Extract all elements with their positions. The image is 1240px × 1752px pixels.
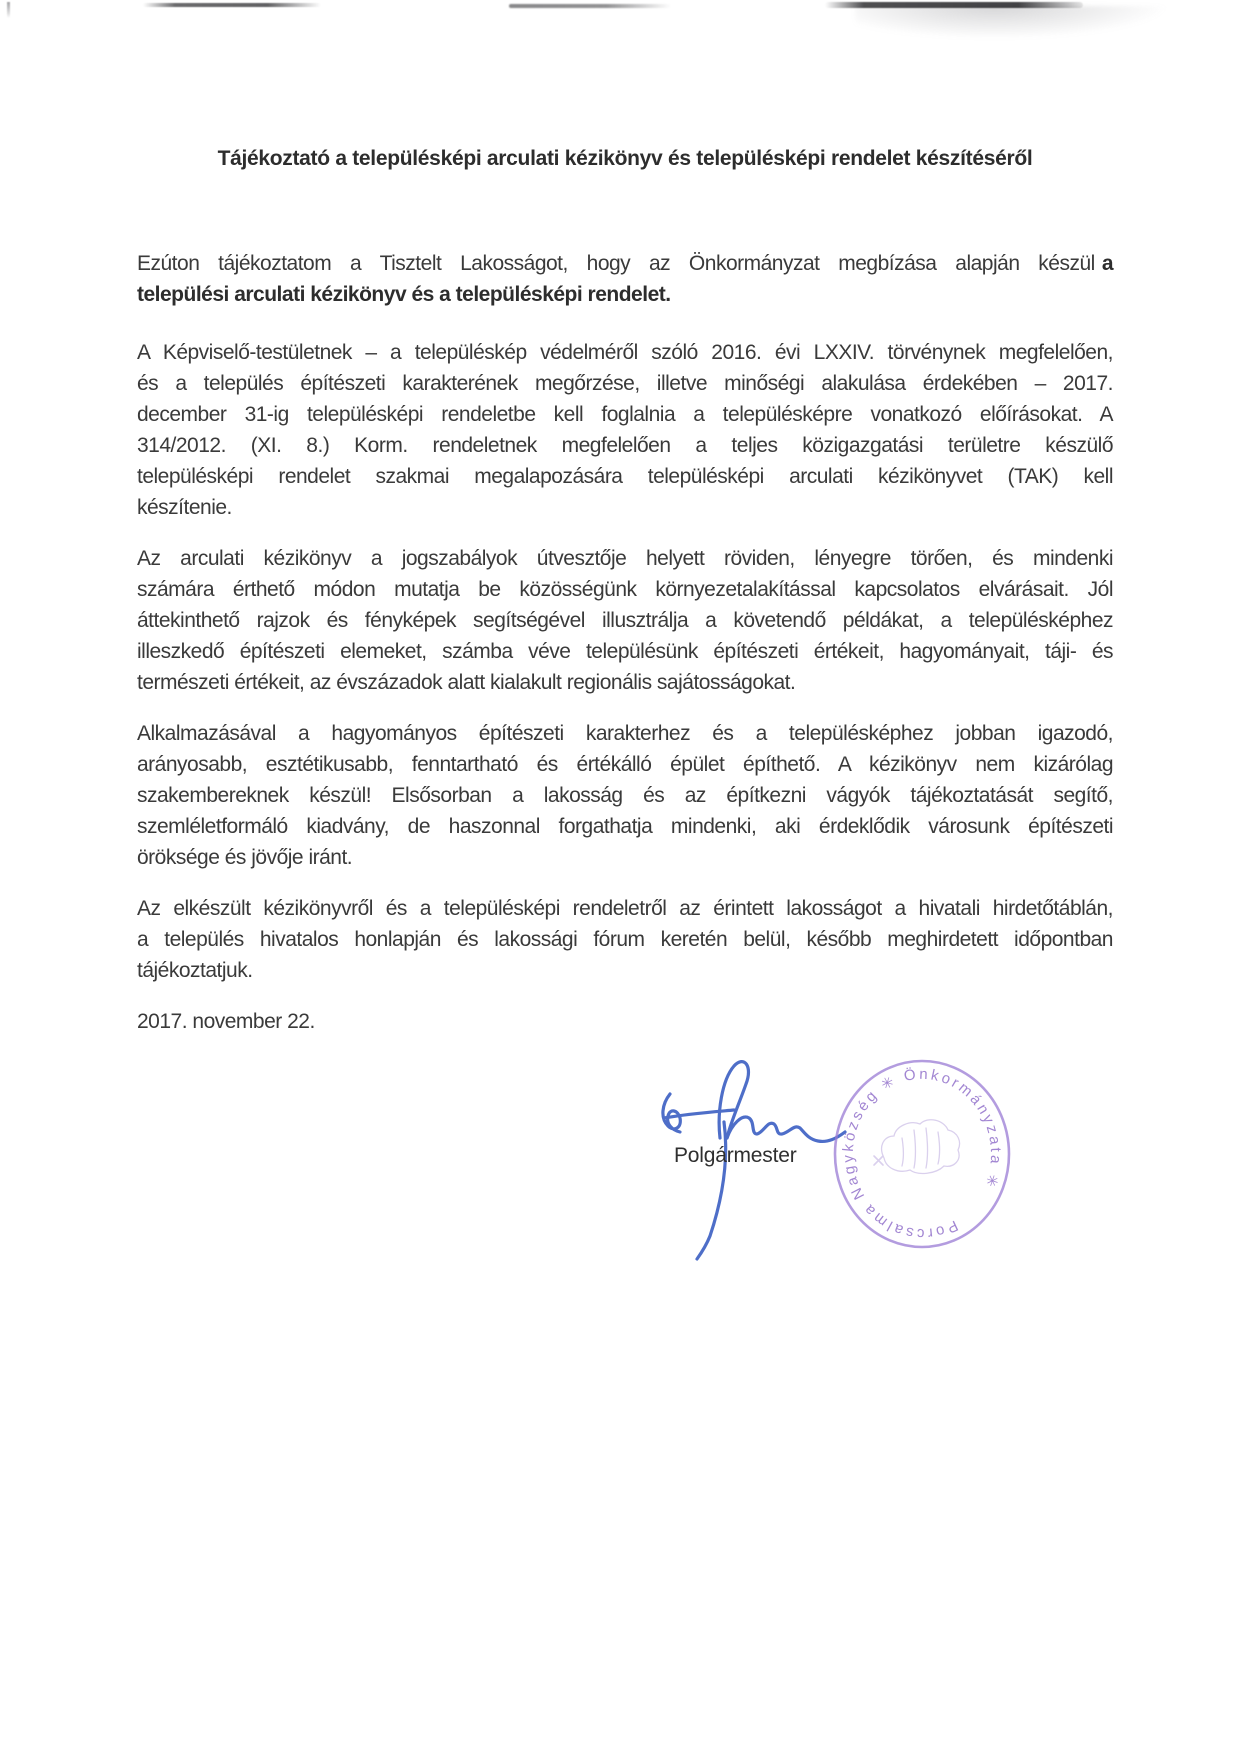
letter-body	[0, 143, 1240, 1037]
paragraph-legal-basis	[137, 337, 1113, 523]
text-line: tájékoztatjuk.	[137, 959, 253, 982]
text-line-part-bold: a	[1101, 252, 1113, 275]
scan-artifact-top-left	[143, 3, 321, 7]
paragraph-handbook-purpose	[137, 543, 1113, 698]
text-line: Alkalmazásával a hagyományos építészeti karakterhez és a településképhez jobban igazodó,	[137, 722, 1113, 745]
text-line: öröksége és jövője iránt.	[137, 846, 353, 869]
text-line: készítenie.	[137, 496, 232, 519]
text-line: települési arculati kézikönyv és a településképi rendelet.	[137, 283, 671, 306]
paragraph-public-notice	[137, 893, 1113, 986]
text-line: arányosabb, esztétikusabb, fenntartható és értékálló épület építhető. A kézikönyv nem kizárólag	[137, 753, 1113, 776]
text-line: 314/2012. (XI. 8.) Korm. rendeletnek megfelelően a teljes közigazgatási területre készülő	[137, 434, 1113, 457]
text-line: áttekinthető rajzok és fényképek segítségével illusztrálja a követendő példákat, a településképhez	[137, 609, 1113, 632]
scan-artifact-top-middle	[509, 4, 671, 8]
scan-artifact-top-right-halo	[855, 6, 1165, 38]
text-line-part: Ezúton tájékoztatom a Tisztelt Lakosságot, hogy az Önkormányzat megbízása alapján készül	[137, 252, 1095, 275]
stamp-emblem	[874, 1120, 960, 1174]
text-line: Az arculati kézikönyv a jogszabályok útvesztője helyett röviden, lényegre törően, és mindenki	[137, 547, 1113, 570]
text-line: a település hivatalos honlapján és lakossági fórum keretén belül, később meghirdetett időpontban	[137, 928, 1113, 951]
paragraph-intro	[137, 248, 1113, 310]
text-line: természeti értékeit, az évszázadok alatt kialakult regionális sajátosságokat.	[137, 671, 796, 694]
stamp-ring-text: Porcsalma Nagyközség ✳ Önkormányzata ✳	[839, 1065, 1005, 1243]
text-line: december 31-ig településképi rendeletbe kell foglalnia a településképre vonatkozó előírásokat. A	[137, 403, 1113, 426]
text-line: településképi rendelet szakmai megalapozására településképi arculati kézikönyvet (TAK) kell	[137, 465, 1113, 488]
official-stamp	[818, 1046, 1018, 1256]
text-line: A Képviselő-testületnek – a településkép védelméről szóló 2016. évi LXXIV. törvénynek megfelelően,	[137, 341, 1113, 364]
text-line: szemléletformáló kiadvány, de haszonnal forgathatja mindenki, aki érdeklődik városunk építészeti	[137, 815, 1113, 838]
text-line: szakembereknek készül! Elsősorban a lakosság és az építkezni vágyók tájékoztatását segítő,	[137, 784, 1113, 807]
stamp-ring-text-holder	[840, 1065, 1004, 1242]
text-line: illeszkedő építészeti elemeket, számba véve településünk építészeti értékeit, hagyományait, táji- és	[137, 640, 1113, 663]
paragraph-handbook-benefits	[137, 718, 1113, 873]
stamp-ring	[835, 1061, 1009, 1247]
document-title: Tájékoztató a településképi arculati kézikönyv és településképi rendelet készítéséről	[217, 147, 1033, 170]
signature-role-label: Polgármester	[674, 1144, 797, 1167]
text-line	[137, 248, 1113, 279]
scan-artifact-top-right	[825, 2, 1083, 8]
scan-artifact-left-edge	[7, 2, 10, 18]
date-line: 2017. november 22.	[137, 1010, 315, 1033]
text-line: és a település építészeti karakterének megőrzése, illetve minőségi alakulása érdekében – 2017.	[137, 372, 1113, 395]
text-line: Az elkészült kézikönyvről és a településképi rendeletről az érintett lakosságot a hivatali hirdetőtáblán,	[137, 897, 1113, 920]
text-line: számára érthető módon mutatja be közösségünk környezetalakítással kapcsolatos elvárásait. Jól	[137, 578, 1113, 601]
